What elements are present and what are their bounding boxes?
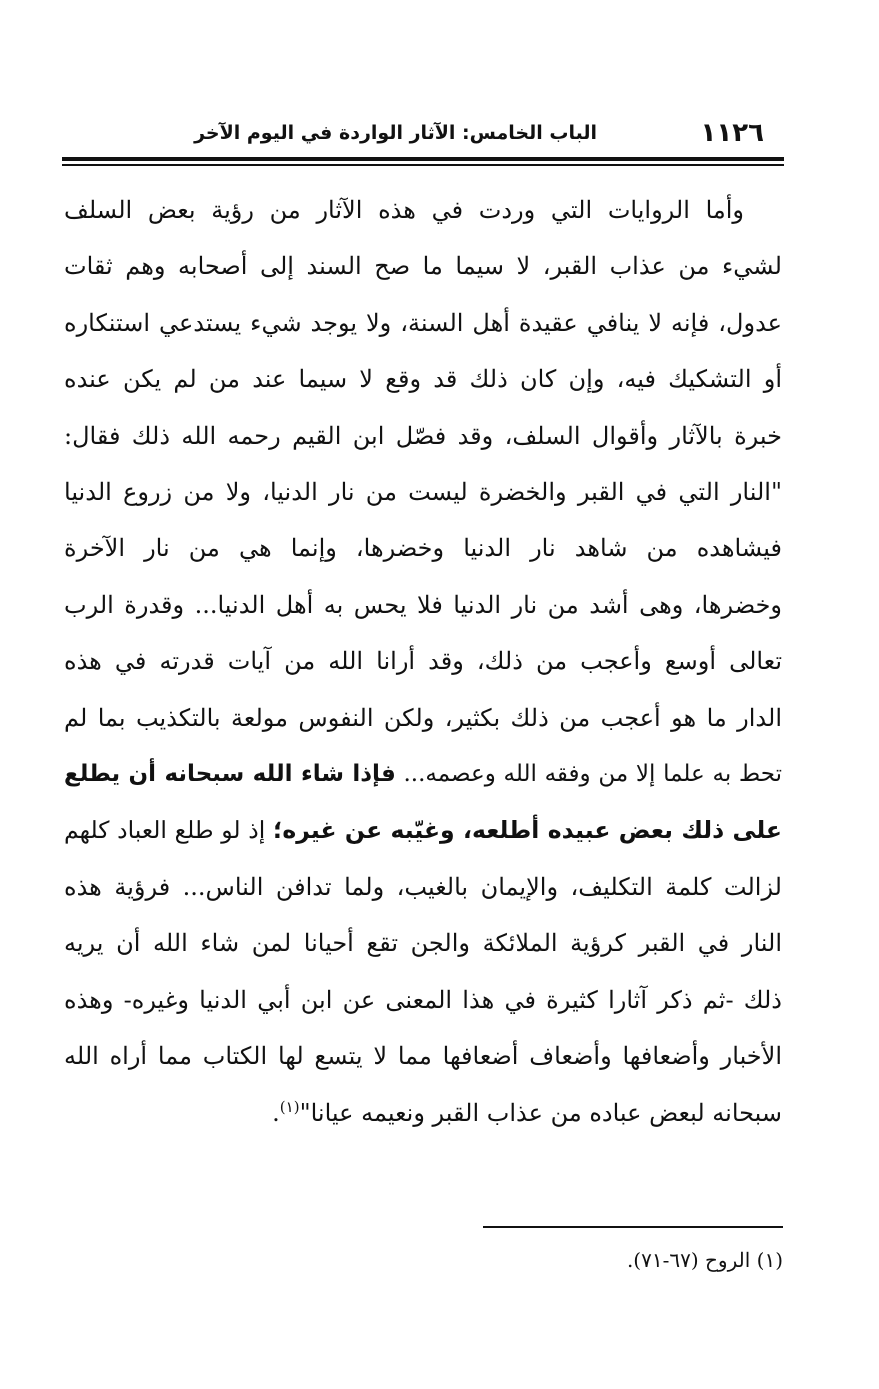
body-text [64,182,782,1141]
text-segment: تحط به علما إلا من وفقه الله وعصمه... [403,761,783,788]
bold-quote-segment: على ذلك بعض عبيده أطلعه، وغيّبه عن غيره؛ [272,816,782,845]
text-line: تعالى أوسع وأعجب من ذلك، وقد أرانا الله من آيات قدرته في هذه [64,647,782,676]
text-line: الأخبار وأضعافها وأضعاف أضعافها مما لا يتسع لها الكتاب مما أراه الله [64,1042,783,1071]
text-line: لشيء من عذاب القبر، لا سيما ما صح السند إلى أصحابه وهم ثقات [64,252,782,281]
text-period: . [272,1098,280,1127]
running-header [62,112,782,152]
text-line: وأما الروايات التي وردت في هذه الآثار من رؤية بعض السلف [64,196,744,224]
text-line: النار في القبر كرؤية الملائكة والجن تقع أحيانا لمن شاء الله أن يريه [64,929,782,958]
text-line: "النار التي في القبر والخضرة ليست من نار الدنيا، ولا من زروع الدنيا [64,478,782,507]
text-line: وخضرها، وهى أشد من نار الدنيا فلا يحس به أهل الدنيا... وقدرة الرب [64,590,782,619]
bold-quote-segment: فإذا شاء الله سبحانه أن يطلع [64,761,396,788]
footnote-reference: (١) [279,1097,300,1116]
text-line-mixed [64,746,782,802]
text-line-last [64,1085,782,1141]
text-line: عدول، فإنه لا ينافي عقيدة أهل السنة، ولا يوجد شيء يستدعي استنكاره [64,308,782,337]
footnote: (١) الروح (٦٧-٧١). [626,1248,783,1272]
text-segment: سبحانه لبعض عباده من عذاب القبر ونعيمه عيانا" [299,1098,782,1127]
chapter-title: الباب الخامس: الآثار الواردة في اليوم الآخر [194,122,597,144]
footnote-separator [483,1226,783,1228]
text-line: فيشاهده من شاهد نار الدنيا وخضرها، وإنما هي من نار الآخرة [64,534,782,563]
header-rule-thin [62,164,784,166]
text-line: الدار ما هو أعجب من ذلك بكثير، ولكن النفوس مولعة بالتكذيب بما لم [64,703,782,732]
text-line: لزالت كلمة التكليف، والإيمان بالغيب، ولما تدافن الناس... فرؤية هذه [64,872,782,901]
page-number: ١١٢٦ [700,118,764,148]
text-line: خبرة بالآثار وأقوال السلف، وقد فصّل ابن القيم رحمه الله ذلك فقال: [64,421,782,450]
text-segment: إذ لو طلع العباد كلهم [64,816,266,845]
header-rule-thick [62,157,784,161]
text-line: ذلك -ثم ذكر آثارا كثيرة في هذا المعنى عن ابن أبي الدنيا وغيره- وهذه [64,985,782,1014]
text-line-mixed [64,802,782,858]
text-line: أو التشكيك فيه، وإن كان ذلك قد وقع لا سيما عند من لم يكن عنده [64,365,783,394]
